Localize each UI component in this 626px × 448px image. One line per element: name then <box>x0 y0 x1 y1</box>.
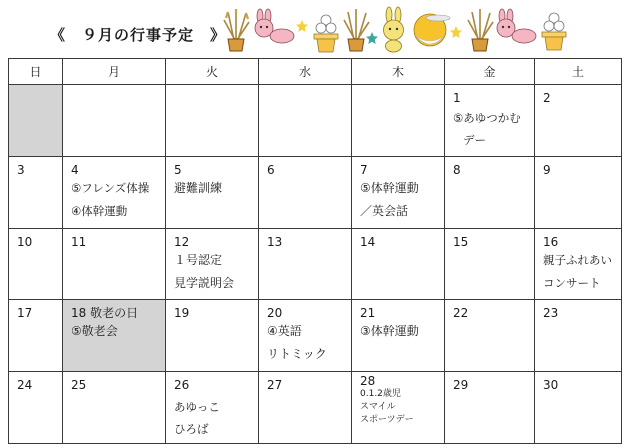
page-title: 《 ９月の行事予定 》 <box>50 26 227 44</box>
day-number: 28 <box>360 374 376 389</box>
event-label: ④体幹運動 <box>71 203 128 218</box>
day-cell <box>166 372 259 444</box>
day-number: 30 <box>543 378 559 393</box>
event-label: 避難訓練 <box>174 180 223 195</box>
star-icon <box>450 26 462 38</box>
day-cell <box>259 300 352 372</box>
day-number: 21 <box>360 306 376 321</box>
day-cell <box>352 156 445 228</box>
day-cell <box>445 85 535 157</box>
event-label: コンサート <box>543 275 601 290</box>
weekday-header-row <box>9 59 622 85</box>
event-label: ⑤フレンズ体操 <box>71 180 150 195</box>
day-cell <box>166 300 259 372</box>
day-cell <box>259 228 352 300</box>
day-number: 1 <box>453 91 461 105</box>
event-label: 親子ふれあい <box>543 252 612 267</box>
event-label: １号認定 <box>174 252 223 267</box>
day-number: 18 <box>71 306 87 321</box>
day-number: 14 <box>360 234 376 249</box>
day-cell <box>445 228 535 300</box>
event-label: ⑤あゆつかむ <box>453 111 521 125</box>
day-cell <box>352 300 445 372</box>
weekday-thu: 木 <box>352 59 445 85</box>
day-cell <box>535 156 622 228</box>
day-number: 4 <box>71 162 79 177</box>
day-cell <box>9 372 63 444</box>
susuki-pot-icon <box>224 9 249 51</box>
day-cell <box>166 228 259 300</box>
event-label: ひろば <box>174 422 209 437</box>
day-cell <box>63 156 166 228</box>
day-number: 13 <box>267 234 283 249</box>
star-icon <box>366 32 378 44</box>
event-label: ④英語 <box>267 324 302 339</box>
day-cell-holiday <box>63 300 166 372</box>
day-number: 23 <box>543 306 559 321</box>
day-cell <box>352 372 445 444</box>
day-cell <box>535 300 622 372</box>
event-label: ⑤体幹運動 <box>360 180 419 195</box>
day-number: 29 <box>453 378 469 393</box>
week-row <box>9 228 622 300</box>
day-cell <box>352 228 445 300</box>
event-label: デー <box>463 133 486 147</box>
dango-stand-icon <box>314 15 338 52</box>
event-label: スマイル <box>360 402 396 413</box>
day-number: 19 <box>174 306 190 321</box>
day-cell <box>445 372 535 444</box>
day-cell-empty <box>352 85 445 157</box>
week-row <box>9 156 622 228</box>
day-cell <box>9 300 63 372</box>
day-cell <box>63 372 166 444</box>
day-number: 8 <box>453 162 461 177</box>
day-cell <box>259 372 352 444</box>
day-cell <box>9 228 63 300</box>
day-cell <box>9 156 63 228</box>
event-label: ⑤敬老会 <box>71 324 118 339</box>
day-number: 25 <box>71 378 87 393</box>
pink-rabbit-icon <box>497 9 536 43</box>
day-cell <box>166 156 259 228</box>
day-number: 10 <box>17 234 33 249</box>
event-label: スポーツデー <box>360 415 414 426</box>
day-number: 16 <box>543 234 559 249</box>
dango-stand-icon <box>542 13 566 50</box>
day-number: 24 <box>17 378 33 393</box>
calendar-table <box>8 58 622 444</box>
day-number: 20 <box>267 306 283 321</box>
pink-rabbit-icon <box>255 9 294 43</box>
autumn-moon-decoration <box>222 6 622 54</box>
day-number: 11 <box>71 234 87 249</box>
weekday-sat: 土 <box>535 59 622 85</box>
event-label: 見学説明会 <box>174 275 235 290</box>
weekday-sun: 日 <box>9 59 63 85</box>
day-number: 12 <box>174 234 190 249</box>
day-number: 9 <box>543 162 551 177</box>
yellow-rabbit-icon <box>384 7 404 52</box>
day-number: 27 <box>267 378 283 393</box>
event-label: あゆっこ <box>174 400 220 415</box>
holiday-name: 敬老の日 <box>90 306 139 321</box>
event-label: 0.1.2歳児 <box>360 389 401 400</box>
week-row <box>9 372 622 444</box>
day-number: 22 <box>453 306 469 321</box>
event-label: ／英会話 <box>360 203 409 218</box>
day-number: 5 <box>174 162 182 177</box>
day-number: 7 <box>360 162 368 177</box>
susuki-pot-icon <box>344 9 369 51</box>
day-number: 3 <box>17 162 25 177</box>
day-number: 26 <box>174 378 190 393</box>
day-number: 2 <box>543 91 551 105</box>
day-number: 6 <box>267 162 275 177</box>
weekday-wed: 水 <box>259 59 352 85</box>
day-cell <box>535 228 622 300</box>
day-cell <box>535 85 622 157</box>
day-cell <box>259 156 352 228</box>
star-icon <box>296 20 308 32</box>
day-number-with-holiday <box>63 300 165 320</box>
weekday-fri: 金 <box>445 59 535 85</box>
day-number: 15 <box>453 234 469 249</box>
day-cell-empty <box>259 85 352 157</box>
week-row <box>9 300 622 372</box>
day-cell <box>445 300 535 372</box>
day-number: 17 <box>17 306 33 321</box>
susuki-pot-icon <box>468 9 493 51</box>
event-label: ③体幹運動 <box>360 324 419 339</box>
event-label: リトミック <box>267 347 327 362</box>
weekday-mon: 月 <box>63 59 166 85</box>
day-cell-empty <box>166 85 259 157</box>
day-cell <box>535 372 622 444</box>
day-cell <box>63 228 166 300</box>
day-cell-empty <box>9 85 63 157</box>
week-row <box>9 85 622 157</box>
weekday-tue: 火 <box>166 59 259 85</box>
full-moon-icon <box>414 14 450 46</box>
calendar-header <box>0 0 626 58</box>
day-cell <box>445 156 535 228</box>
day-cell-empty <box>63 85 166 157</box>
